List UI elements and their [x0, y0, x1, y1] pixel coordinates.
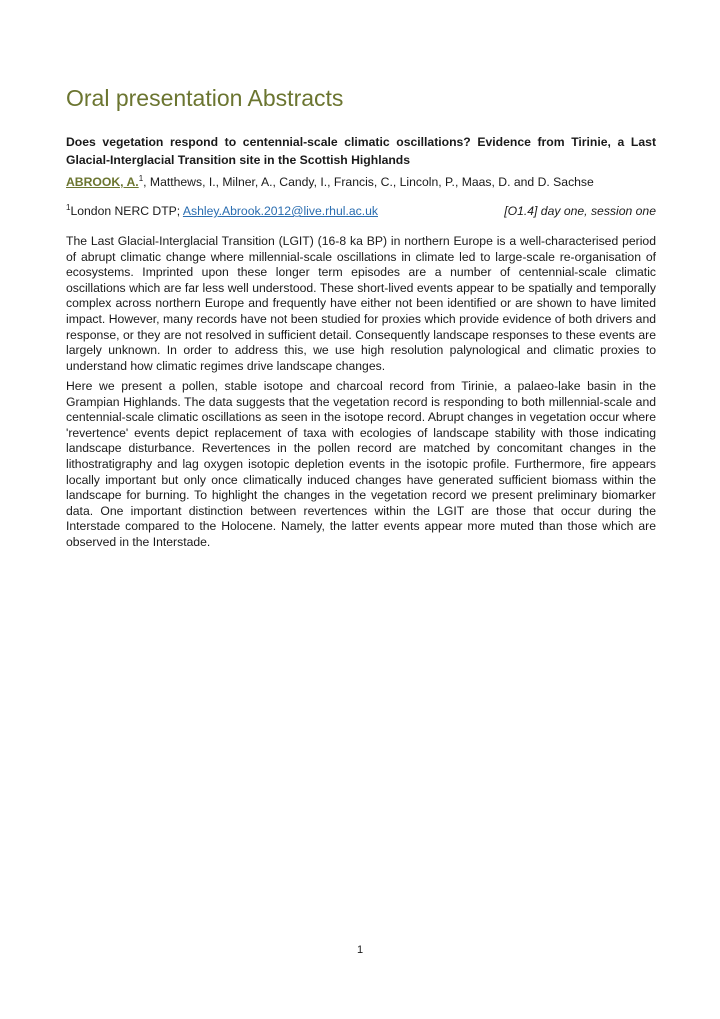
author-affiliation-marker: 1: [138, 173, 144, 183]
affiliation-line: [66, 202, 656, 220]
page-number: 1: [356, 944, 364, 956]
author-list: [66, 173, 666, 191]
section-heading: Oral presentation Abstracts: [66, 85, 344, 111]
email-link[interactable]: Ashley.Abrook.2012@live.rhul.ac.uk: [182, 204, 378, 218]
affiliation: London NERC DTP;: [70, 204, 183, 218]
other-authors: , Matthews, I., Milner, A., Candy, I., Francis, C., Lincoln, P., Maas, D. and D. Sachse: [143, 175, 594, 189]
presenting-author: ABROOK, A.: [66, 175, 139, 189]
abstract-paragraph: Here we present a pollen, stable isotope and charcoal record from Tirinie, a palaeo-lake basin in the Grampian Highlands. The data suggests that the vegetation record is responding to both millennial-scale and centennial-scale climatic oscillations as seen in the isotope record. Abrupt changes in vegetation occur where 'revertence' events depict replacement of taxa with ecologies of landscape stability with those indicating landscape disturbance. Revertences in the pollen record are matched by concomitant changes in the lithostratigraphy and lag oxygen isotopic depletion events in the isotopic profile. Furthermore, fire appears locally important but only once climatically induced changes have generated sufficient biomass within the landscape for burning. To highlight the changes in the vegetation record we present preliminary biomarker data. One important distinction between revertences within the LGIT are those that occur during the Interstade compared to the Holocene. Namely, the latter events appear more muted than those which are observed in the Interstade.: [66, 379, 656, 549]
session-label: [O1.4] day one, session one: [504, 204, 656, 218]
abstract-paragraph: The Last Glacial-Interglacial Transition (LGIT) (16-8 ka BP) in northern Europe is a well-characterised period of abrupt climatic change where millennial-scale oscillations in climate led to large-scale re-organisation of ecosystems. Imprinted upon these longer term episodes are a number of centennial-scale climatic oscillations which are far less well understood. These short-lived events appear to be spatially and temporally complex across northern Europe and frequently have either not been identified or are shown to have limited impact. However, many records have not been studied for proxies which provide evidence of both drivers and response, or they are not resolved in sufficient detail. Consequently landscape responses to these events are largely unknown. In order to address this, we use high resolution palynological and climatic proxies to understand how climatic regimes drive landscape changes.: [66, 234, 656, 373]
affiliation-marker: 1: [66, 202, 71, 212]
abstract-title: Does vegetation respond to centennial-scale climatic oscillations? Evidence from Tirinie, a Last Glacial-Interglacial Transition site in the Scottish Highlands: [66, 135, 656, 167]
